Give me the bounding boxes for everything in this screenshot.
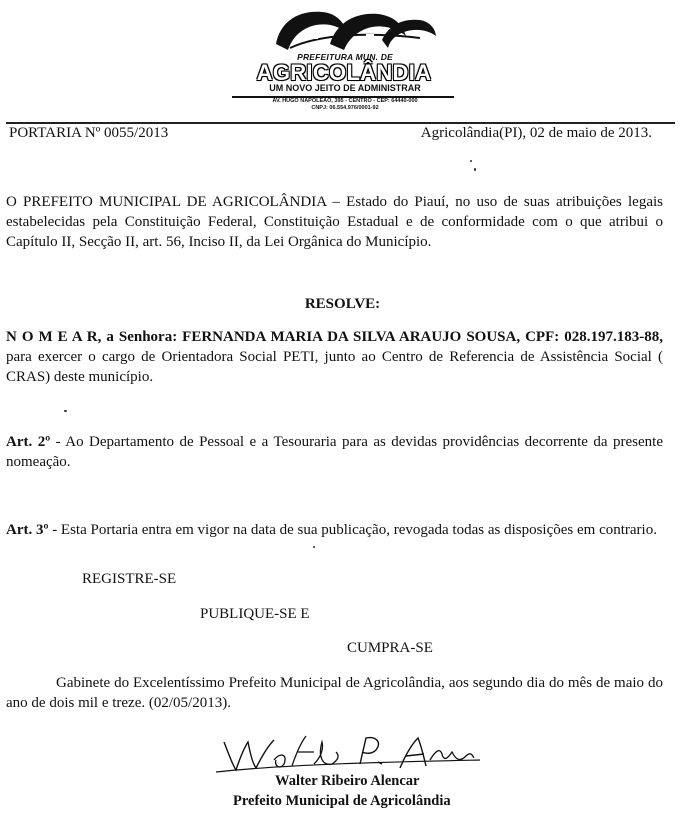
preamble-paragraph: O PREFEITO MUNICIPAL DE AGRICOLÂNDIA – Estado do Piauí, no uso de suas atribuições legais estabelecidas pela Constituição Federal, Constituição Estadual e de conformidade com o que atribui o Capítulo II, Secção II, art. 56, Inciso II, da Lei Orgânica do Município. bbox=[6, 194, 663, 250]
article-2-text: - Ao Departamento de Pessoal e a Tesouraria para as devidas providências decorrente da presente nomeação. bbox=[6, 434, 664, 470]
article-3 bbox=[6, 520, 663, 540]
municipal-logo-emblem bbox=[270, 4, 440, 54]
scan-speck bbox=[313, 546, 315, 548]
registre-se: REGISTRE-SE bbox=[82, 571, 177, 587]
letterhead-municipality-name: AGRICOLÂNDIA bbox=[256, 60, 432, 85]
nomear-paragraph bbox=[6, 327, 663, 387]
cumpra-se: CUMPRA-SE bbox=[347, 640, 433, 656]
gabinete-paragraph: Gabinete do Excelentíssimo Prefeito Municipal de Agricolândia, aos segundo dia do mês de maio do ano de dois mil e treze. (02/05/2013). bbox=[6, 675, 663, 711]
letterhead-cnpj: CNPJ: 06.554.976/0001-92 bbox=[311, 105, 379, 111]
letterhead-slogan: UM NOVO JEITO DE ADMINISTRAR bbox=[269, 83, 421, 93]
letterhead-prefeitura: PREFEITURA MUN. DE bbox=[297, 52, 393, 62]
publique-se: PUBLIQUE-SE E bbox=[200, 606, 310, 622]
scan-speck bbox=[470, 160, 472, 162]
resolve-heading: RESOLVE: bbox=[304, 296, 381, 312]
article-3-label: Art. 3º bbox=[6, 522, 49, 538]
header-divider bbox=[6, 122, 675, 124]
portaria-number: PORTARIA Nº 0055/2013 bbox=[9, 125, 169, 141]
article-3-text: - Esta Portaria entra em vigor na data de sua publicação, revogada todas as disposições em contrario. bbox=[48, 522, 657, 538]
article-2 bbox=[6, 432, 663, 472]
nomear-lead: N O M E A R, a Senhora: FERNANDA MARIA DA SILVA ARAUJO SOUSA, CPF: 028.197.183-88, bbox=[6, 329, 663, 345]
letterhead-address: AV. HUGO NAPOLEÃO, 395 - CENTRO - CEP: 64440-000 bbox=[272, 98, 418, 104]
signatory-title: Prefeito Municipal de Agricolândia bbox=[233, 793, 451, 809]
scan-speck bbox=[64, 410, 67, 412]
article-2-label: Art. 2º bbox=[6, 434, 51, 450]
signatory-name: Walter Ribeiro Alencar bbox=[275, 773, 420, 789]
nomear-text: para exercer o cargo de Orientadora Social PETI, junto ao Centro de Referencia de Assistência Social ( CRAS) deste município. bbox=[6, 349, 663, 385]
scan-speck bbox=[474, 168, 476, 171]
place-and-date: Agricolândia(PI), 02 de maio de 2013. bbox=[420, 125, 652, 141]
